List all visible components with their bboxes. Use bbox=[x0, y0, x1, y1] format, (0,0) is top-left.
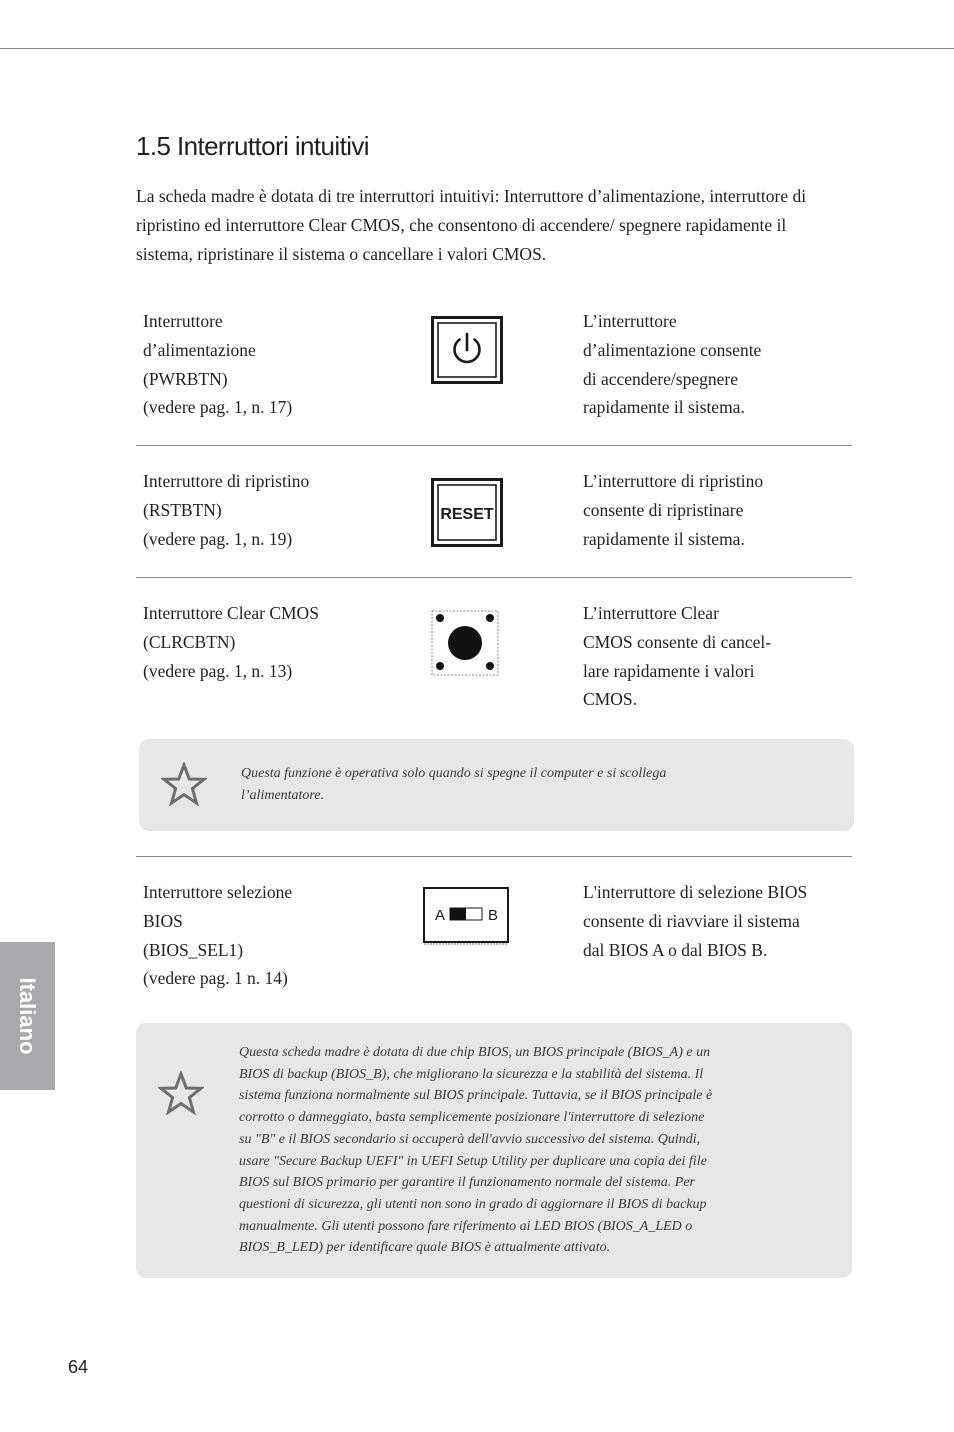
row-divider bbox=[136, 577, 852, 578]
bios-select-switch-icon bbox=[423, 887, 509, 945]
note-text: Questa funzione è operativa solo quando si spegne il computer e si scollega l’alimentatore. bbox=[241, 766, 667, 803]
clear-cmos-switch-name: Interruttore Clear CMOS (CLRCBTN) (vedere pag. 1, n. 13) bbox=[143, 603, 319, 681]
note-text: Questa scheda madre è dotata di due chip BIOS, un BIOS principale (BIOS_A) e un BIOS di backup (BIOS_B), che migliorano la sicurezza e la stabilità del sistema. Il sistema funziona normalmente sul BIOS principale. Tuttavia, se il BIOS principale è corrotto o danneggiato, basta semplicemente posizionare l'interruttore di selezione su "B" e il BIOS secondario si occuperà dell'avvio successivo del sistema. Quindi, usare "Secure Backup UEFI" in UEFI Setup Utility per duplicare una copia dei file BIOS sul BIOS primario per garantire il funzionamento normale del sistema. Per questioni di sicurezza, gli utenti non sono in grado di aggiornare il BIOS di backup manualmente. Gli utenti possono fare riferimento ai LED BIOS (BIOS_A_LED o BIOS_B_LED) per identificare quale BIOS è attualmente attivato. bbox=[239, 1045, 713, 1256]
reset-switch-name: Interruttore di ripristino (RSTBTN) (vedere pag. 1, n. 19) bbox=[143, 471, 310, 549]
star-icon bbox=[161, 762, 207, 811]
bios-label-b: B bbox=[487, 907, 499, 924]
clear-cmos-button-icon bbox=[431, 610, 499, 676]
star-icon bbox=[158, 1071, 204, 1120]
header-rule bbox=[0, 48, 954, 49]
note-box bbox=[136, 1023, 852, 1278]
note-box bbox=[139, 739, 854, 831]
row-divider bbox=[136, 445, 852, 446]
intro-paragraph: La scheda madre è dotata di tre interruttori intuitivi: Interruttore d’alimentazione, interruttore di ripristino ed interruttore Clear CMOS, che consentono di accendere/ spegnere rapidamente il sistema, ripristinare il sistema o cancellare i valori CMOS. bbox=[136, 186, 807, 264]
power-switch-description: L’interruttore d’alimentazione consente di accendere/spegnere rapidamente il sistema. bbox=[583, 311, 762, 418]
page-number: 64 bbox=[68, 1357, 89, 1377]
bios-label-a: A bbox=[434, 907, 446, 924]
row-divider bbox=[136, 856, 852, 857]
section-title: 1.5 Interruttori intuitivi bbox=[136, 131, 369, 161]
reset-button-icon bbox=[431, 478, 503, 547]
reset-icon-label: RESET bbox=[440, 506, 494, 523]
power-button-icon bbox=[431, 316, 503, 384]
bios-switch-description: L'interruttore di selezione BIOS consente di riavviare il sistema dal BIOS A o dal BIOS B. bbox=[583, 882, 808, 960]
bios-switch-name: Interruttore selezione BIOS (BIOS_SEL1) (vedere pag. 1 n. 14) bbox=[143, 882, 293, 989]
clear-cmos-switch-description: L’interruttore Clear CMOS consente di cancel- lare rapidamente i valori CMOS. bbox=[583, 603, 772, 710]
reset-switch-description: L’interruttore di ripristino consente di ripristinare rapidamente il sistema. bbox=[583, 471, 764, 549]
language-tab-label: Italiano bbox=[15, 977, 40, 1055]
power-switch-name: Interruttore d’alimentazione (PWRBTN) (vedere pag. 1, n. 17) bbox=[143, 311, 293, 418]
language-side-tab bbox=[0, 942, 55, 1090]
